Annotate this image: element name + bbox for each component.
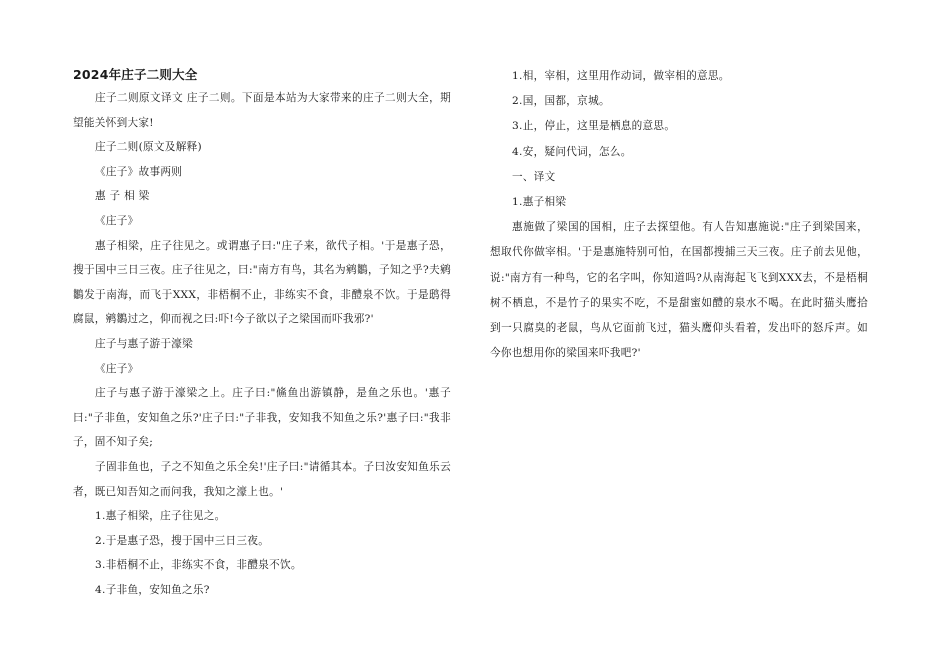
story-paragraph: 庄子与惠子游于濠梁之上。庄子曰:"鯈鱼出游镇静，是鱼之乐也。'惠子曰:"子非鱼，安知鱼之乐?'庄子曰:"子非我，安知我不知鱼之乐?'惠子曰:"我非子，固不知子矣; (73, 387, 451, 449)
source-label: 《庄子》 (95, 214, 139, 227)
story-paragraph: 惠子相梁，庄子往见之。或谓惠子曰:"庄子来，欲代子相。'于是惠子恐，搜于国中三日三夜。庄子往见之，曰:"南方有鸟，其名为鹓鶵，子知之乎?夫鹓鶵发于南海，而飞于XXX，非梧桐不止，非练实不食，非醴泉不饮。于是鸱得腐鼠，鹓鶵过之，仰而视之曰:吓!今子欲以子之梁国而吓我邪?' (73, 239, 451, 326)
story-title: 惠 子 相 梁 (95, 190, 150, 203)
list-item: 4.安，疑问代词，怎么。 (512, 145, 632, 158)
subsection-heading: 1.惠子相梁 (512, 196, 567, 209)
section-heading: 庄子二则(原文及解释) (95, 141, 202, 154)
list-item: 1.相，宰相，这里用作动词，做宰相的意思。 (512, 70, 730, 82)
list-item: 3.止，停止，这里是栖息的意思。 (512, 120, 676, 133)
list-item: 1.惠子相梁，庄子往见之。 (95, 510, 226, 523)
list-item: 4.子非鱼，安知鱼之乐? (95, 583, 210, 596)
translation-paragraph: 惠施做了梁国的国相，庄子去探望他。有人告知惠施说:"庄子到梁国来，想取代你做宰相。'于是惠施特别可怕，在国都搜捕三天三夜。庄子前去见他，说:"南方有一种鸟，它的名字叫，你知道吗?从南海起飞飞到XXX去，不是梧桐树不栖息，不是竹子的果实不吃，不是甜蜜如醴的泉水不喝。在此时猫头鹰拾到一只腐臭的老鼠，鸟从它面前飞过，猫头鹰仰头看着，发出吓的怒斥声。如今你也想用你的梁国来吓我吧?' (490, 221, 868, 360)
page-title: 2024年庄子二则大全 (73, 67, 198, 82)
right-column (490, 64, 868, 366)
story-title: 庄子与惠子游于濠梁 (95, 337, 194, 350)
section-heading: 《庄子》故事两则 (95, 165, 183, 178)
list-item: 2.于是惠子恐，搜于国中三日三夜。 (95, 534, 270, 547)
source-label: 《庄子》 (95, 362, 139, 375)
intro-paragraph: 庄子二则原文译文 庄子二则。下面是本站为大家带来的庄子二则大全，期望能关怀到大家! (73, 92, 451, 129)
left-column (73, 64, 451, 602)
story-paragraph: 子固非鱼也，子之不知鱼之乐全矣!'庄子曰:"请循其本。子曰汝安知鱼乐云者，既已知吾知之而问我，我知之濠上也。' (73, 460, 451, 498)
list-item: 3.非梧桐不止，非练实不食，非醴泉不饮。 (95, 559, 302, 572)
list-item: 2.国，国都，京城。 (512, 95, 610, 108)
section-heading: 一、译文 (512, 170, 556, 183)
